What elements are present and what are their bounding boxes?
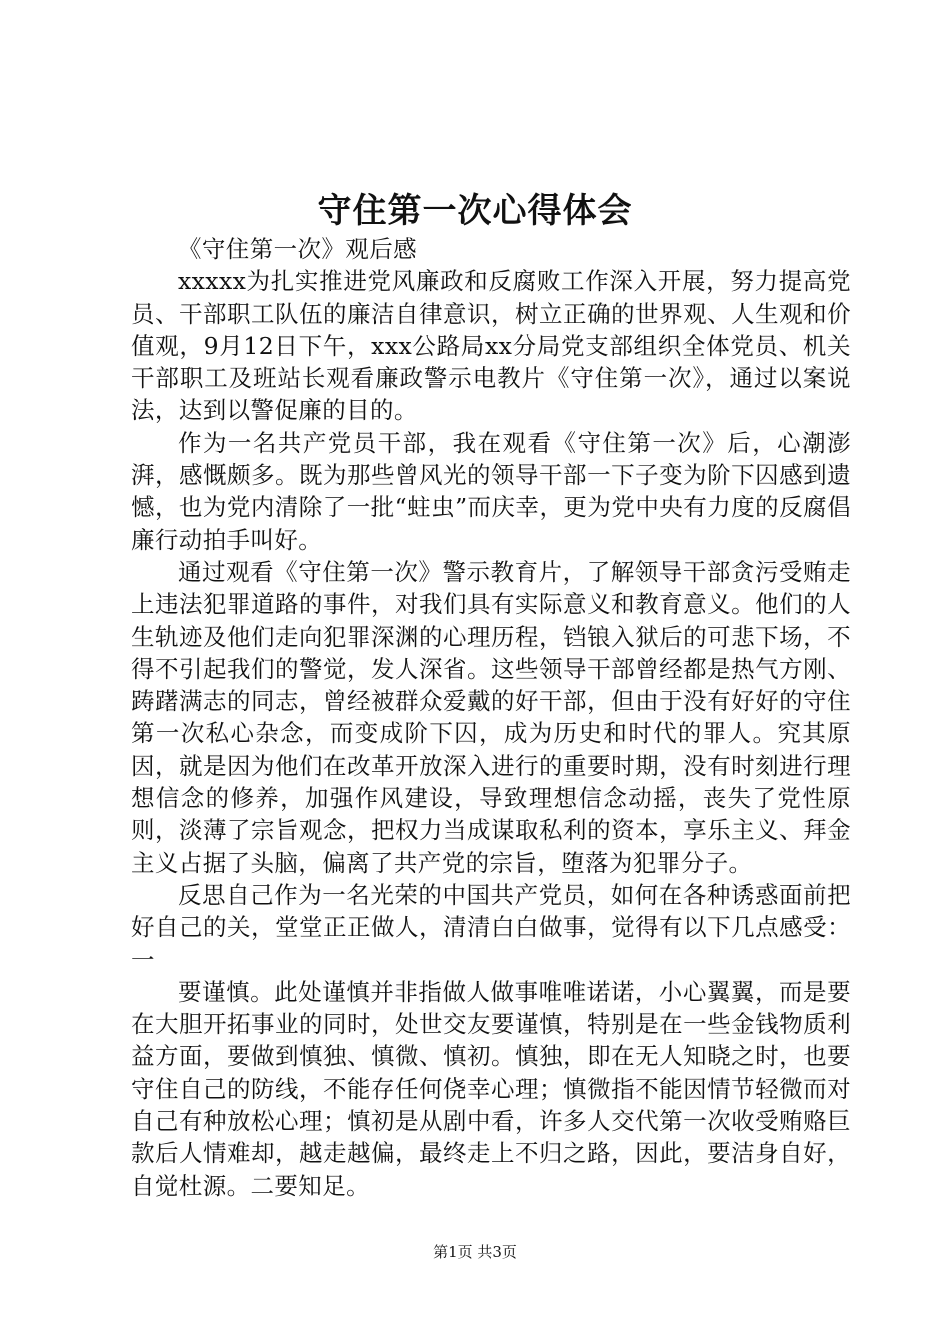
document-body	[131, 233, 851, 1202]
document-title: 守住第一次心得体会	[317, 191, 633, 231]
paragraph-intro: xxxxx为扎实推进党风廉政和反腐败工作深入开展，努力提高党员、干部职工队伍的廉洁自律意识，树立正确的世界观、人生观和价值观，9月12日下午，xxx公路局xx分局党支部组织全体党员、机关干部职工及班站长观看廉政警示电教片《守住第一次》，通过以案说法，达到以警促廉的目的。	[131, 267, 851, 425]
paragraph-analysis: 通过观看《守住第一次》警示教育片，了解领导干部贪污受贿走上违法犯罪道路的事件，对我们具有实际意义和教育意义。他们的人生轨迹及他们走向犯罪深渊的心理历程，铛锒入狱后的可悲下场，不得不引起我们的警觉，发人深省。这些领导干部曾经都是热气方刚、踌躇满志的同志，曾经被群众爱戴的好干部，但由于没有好好的守住第一次私心杂念，而变成阶下囚，成为历史和时代的罪人。究其原因，就是因为他们在改革开放深入进行的重要时期，没有时刻进行理想信念的修养，加强作风建设，导致理想信念动摇，丧失了党性原则，淡薄了宗旨观念，把权力当成谋取私利的资本，享乐主义、拜金主义占据了头脑，偏离了共产党的宗旨，堕落为犯罪分子。	[131, 557, 851, 877]
paragraph-self-reflection: 反思自己作为一名光荣的中国共产党员，如何在各种诱惑面前把好自己的关，堂堂正正做人，清清白白做事，觉得有以下几点感受：一	[131, 880, 851, 974]
paragraph-caution: 要谨慎。此处谨慎并非指做人做事唯唯诺诺，小心翼翼，而是要在大胆开拓事业的同时，处世交友要谨慎，特别是在一些金钱物质利益方面，要做到慎独、慎微、慎初。慎独，即在无人知晓之时，也要守住自己的防线，不能存任何侥幸心理；慎微指不能因情节轻微而对自己有种放松心理；慎初是从剧中看，许多人交代第一次收受贿赂巨款后人情难却，越走越偏，最终走上不归之路，因此，要洁身自好，自觉杜源。二要知足。	[131, 977, 851, 1200]
page-footer: 第1页 共3页	[433, 1243, 517, 1261]
paragraph-reflection: 作为一名共产党员干部，我在观看《守住第一次》后，心潮澎湃，感慨颇多。既为那些曾风光的领导干部一下子变为阶下囚感到遗憾，也为党内清除了一批“蛀虫”而庆幸，更为党中央有力度的反腐倡廉行动拍手叫好。	[131, 428, 851, 554]
paragraph-subtitle: 《守住第一次》观后感	[178, 235, 417, 263]
